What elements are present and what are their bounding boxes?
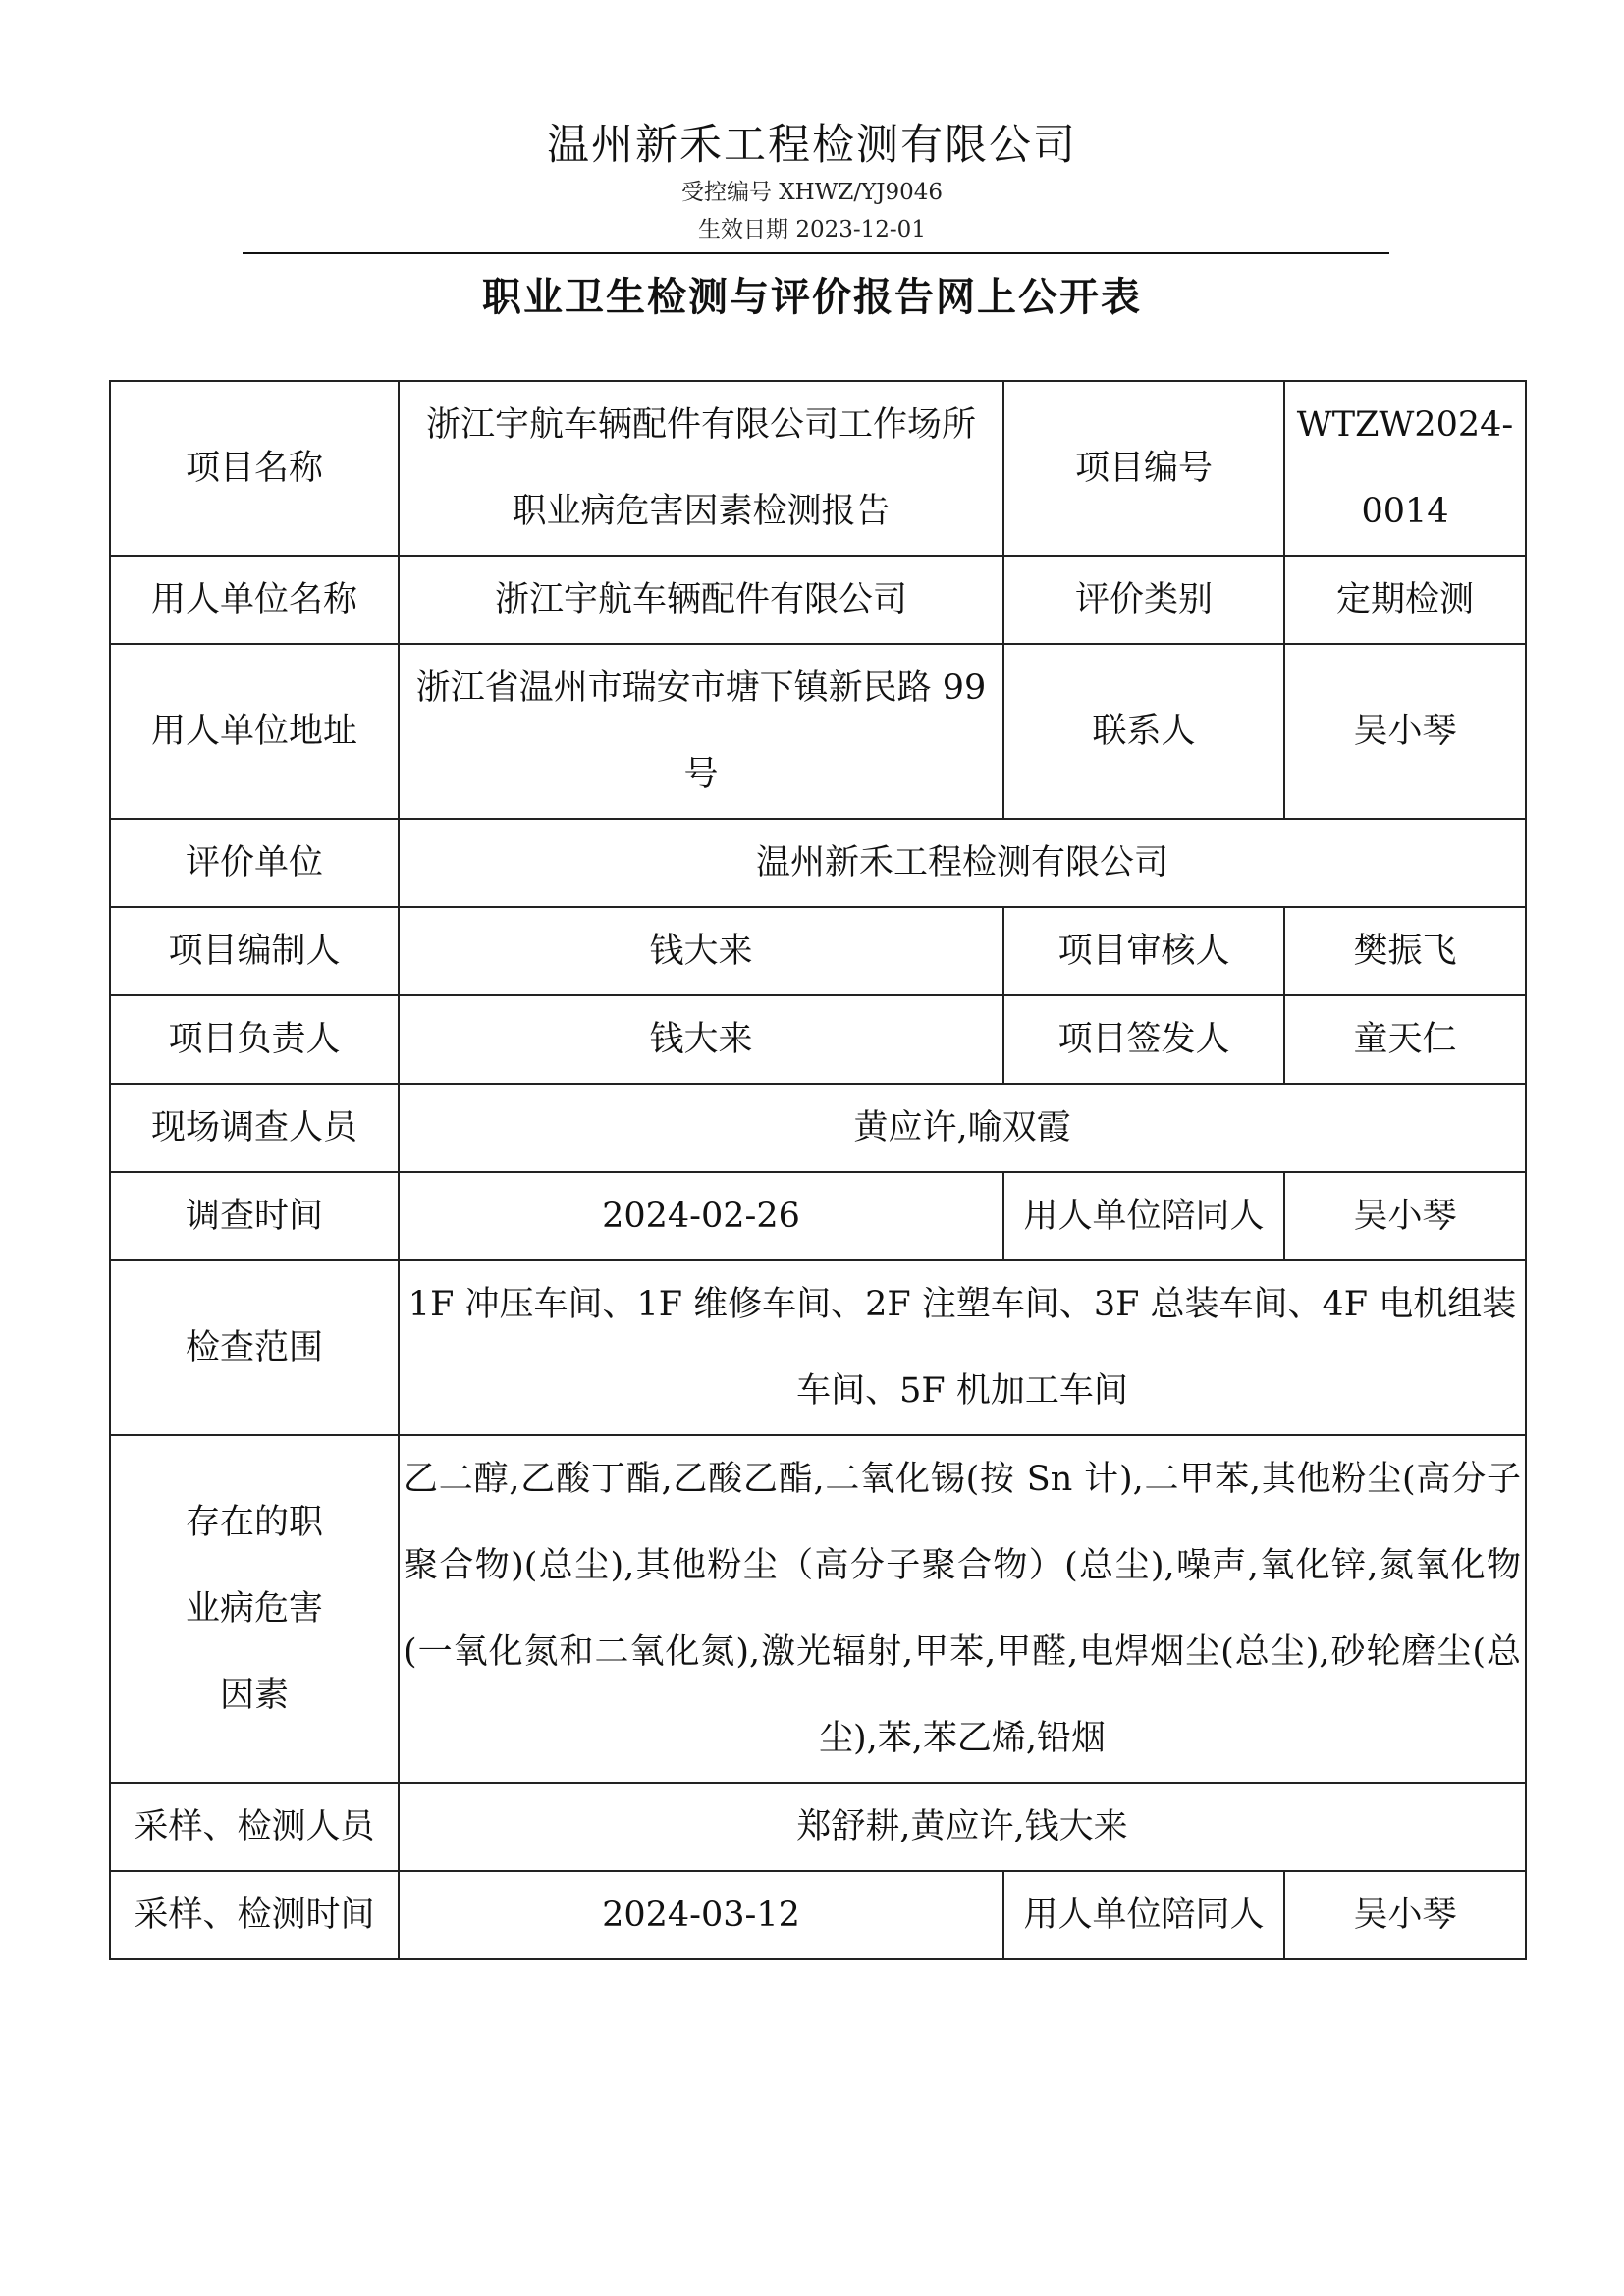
escort-value: 吴小琴 [1284,1172,1526,1260]
issuer-value: 童天仁 [1284,995,1526,1084]
employer-name-label: 用人单位名称 [110,556,399,644]
table-row [110,1084,1526,1172]
project-name-label: 项目名称 [110,381,399,556]
project-name-value: 浙江宇航车辆配件有限公司工作场所职业病危害因素检测报告 [399,381,1003,556]
scope-label: 检查范围 [110,1260,399,1435]
control-number: 受控编号 XHWZ/YJ9046 [680,180,944,205]
survey-time-label: 调查时间 [110,1172,399,1260]
eval-unit-label: 评价单位 [110,819,399,907]
employer-name-value: 浙江宇航车辆配件有限公司 [399,556,1003,644]
samplers-value: 郑舒耕,黄应许,钱大来 [399,1783,1526,1871]
leader-value: 钱大来 [399,995,1003,1084]
document-title: 职业卫生检测与评价报告网上公开表 [482,274,1142,320]
project-no-value: WTZW2024-0014 [1284,381,1526,556]
surveyors-value: 黄应许,喻双霞 [399,1084,1526,1172]
escort-label: 用人单位陪同人 [1003,1871,1284,1959]
surveyors-label: 现场调查人员 [110,1084,399,1172]
table-row [110,381,1526,556]
hazards-label: 存在的职业病危害因素 [110,1435,399,1783]
scope-value: 1F 冲压车间、1F 维修车间、2F 注塑车间、3F 总装车间、4F 电机组装车间、5F 机加工车间 [399,1260,1526,1435]
table-row [110,995,1526,1084]
escort-value: 吴小琴 [1284,1871,1526,1959]
employer-address-value: 浙江省温州市瑞安市塘下镇新民路 99 号 [399,644,1003,819]
table-row [110,644,1526,819]
contact-value: 吴小琴 [1284,644,1526,819]
compiler-value: 钱大来 [399,907,1003,995]
project-no-label: 项目编号 [1003,381,1284,556]
disclosure-table [109,380,1527,1960]
table-row [110,1172,1526,1260]
table-row [110,819,1526,907]
hazards-value: 乙二醇,乙酸丁酯,乙酸乙酯,二氧化锡(按 Sn 计),二甲苯,其他粉尘(高分子聚合物)(总尘),其他粉尘（高分子聚合物）(总尘),噪声,氧化锌,氮氧化物(一氧化氮和二氧化氮),激光辐射,甲苯,甲醛,电焊烟尘(总尘),砂轮磨尘(总尘),苯,苯乙烯,铅烟 [399,1435,1526,1783]
employer-address-label: 用人单位地址 [110,644,399,819]
sample-time-label: 采样、检测时间 [110,1871,399,1959]
eval-type-value: 定期检测 [1284,556,1526,644]
effective-date: 生效日期 2023-12-01 [698,217,926,242]
table-row [110,907,1526,995]
contact-label: 联系人 [1003,644,1284,819]
table-row [110,1871,1526,1959]
sample-time-value: 2024-03-12 [399,1871,1003,1959]
header-divider [243,252,1389,254]
escort-label: 用人单位陪同人 [1003,1172,1284,1260]
leader-label: 项目负责人 [110,995,399,1084]
samplers-label: 采样、检测人员 [110,1783,399,1871]
table-row [110,1260,1526,1435]
table-row [110,556,1526,644]
company-name: 温州新禾工程检测有限公司 [547,121,1077,170]
issuer-label: 项目签发人 [1003,995,1284,1084]
compiler-label: 项目编制人 [110,907,399,995]
survey-time-value: 2024-02-26 [399,1172,1003,1260]
eval-unit-value: 温州新禾工程检测有限公司 [399,819,1526,907]
eval-type-label: 评价类别 [1003,556,1284,644]
table-row [110,1783,1526,1871]
reviewer-value: 樊振飞 [1284,907,1526,995]
reviewer-label: 项目审核人 [1003,907,1284,995]
table-row [110,1435,1526,1783]
